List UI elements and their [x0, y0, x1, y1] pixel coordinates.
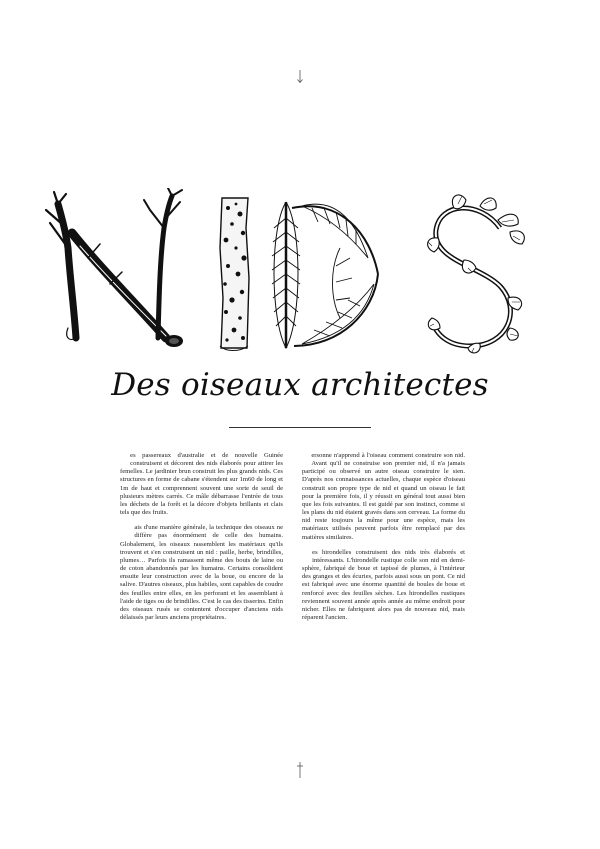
subtitle: Des oiseaux architectes: [111, 367, 489, 403]
text-column-left: [120, 452, 283, 629]
letter-s-vine: [428, 195, 525, 353]
dagger-icon: [294, 762, 306, 778]
page-title: [0, 21, 1, 22]
divider: [229, 427, 371, 428]
text-column-right: [302, 452, 465, 629]
letter-i-trunk: [220, 198, 249, 351]
paragraph: Mais d'une manière générale, la technique des oiseaux ne diffère pas énormément de celle des humains. Globalement, les oiseaux rassemblent les matériaux qu'ils trouvent et s'en construisent un nid : paille, herbe, brindilles, plumes… Parfois ils ramassent même des bouts de laine ou de coton abandonnés par les humains. Certains consolident ensuite leur construction avec de la boue, ou encore de la salive. D'autres oiseaux, plus habiles, sont capables de coudre des feuilles entre elles, en les perforant et les assemblant à l'aide de tiges ou de brindilles. C'est le cas des tisserins. Enfin des oiseaux rusés se contentent d'occuper d'anciens nids délaissés par leurs anciens propriétaires.: [120, 522, 283, 621]
arrow-down-icon: [294, 70, 306, 84]
letter-d-feathers: [272, 202, 378, 348]
letter-n-branches: [46, 188, 183, 347]
paragraph: Personne n'apprend à l'oiseau comment construire son nid. Avant qu'il ne construise son premier nid, il n'a jamais participé ou observé un autre oiseau construire le sien. D'après nos connaissances actuelles, chaque espèce d'oiseau construit son propre type de nid et quand un oiseau le fait pour la première fois, il y réussit en général tout aussi bien que les fois suivantes. Il est guidé par son instinct, comme si les plans du nid étaient gravés dans son cerveau. La forme du nid reste toujours la même pour une espèce, mais les matériaux utilisés peuvent parfois être remplacé par des matières similaires.: [302, 450, 465, 541]
nids-illustrated-title: [40, 188, 560, 358]
paragraph: Les hirondelles construisent des nids très élaborés et intéressants. L'hirondelle rustique colle son nid en demi-sphère, fabriqué de boue et tapissé de plumes, à l'intérieur des granges et des écuries, parfois aussi sous un pont. Ce nid est fabriqué avec une énorme quantité de boules de boue et renforcé avec des feuilles sèches. Les hirondelles rustiques reviennent souvent année après année au même endroit pour nicher. Elles ne fabriquent alors pas de nouveau nid, mais réparent l'ancien.: [302, 546, 465, 621]
paragraph: Les passereaux d'australie et de nouvelle Guinée construisent et décorent des nids élaborés pour attirer les femelles. Le jardinier brun construit les plus grands nids. Ces structures en forme de cabane s'étendent sur 1m60 de long et 1m de haut et comprennent souvent une sorte de seuil de plusieurs mètres carrés. Ce mâle débarrasse l'entrée de tous les déchets de la forêt et la décore d'objets brillants et clais tels que des fruits.: [120, 450, 283, 517]
